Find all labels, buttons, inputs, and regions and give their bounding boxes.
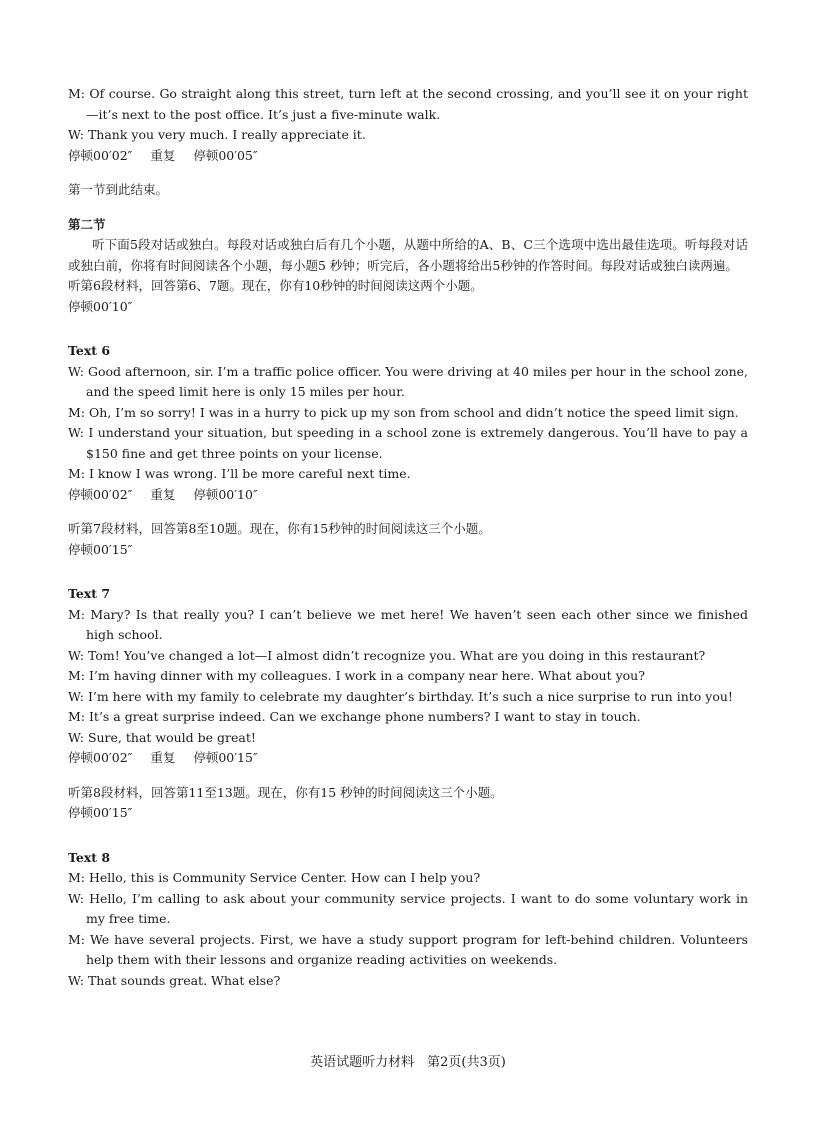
repeat-label: 重复 <box>150 750 176 765</box>
pause-time: 停顿00′02″ <box>68 147 133 163</box>
dialogue-line: W: Good afternoon, sir. I’m a traffic police officer. You were driving at 40 miles per hour in the school zone, and the speed limit here is only 15 miles per hour. <box>68 363 748 399</box>
pause-instruction <box>68 485 748 506</box>
pause-time: 停顿00′02″ <box>68 750 133 765</box>
document-page <box>68 84 748 991</box>
dialogue-line: M: Hello, this is Community Service Center. How can I help you? <box>68 870 481 885</box>
dialogue-line: W: Thank you very much. I really appreciate it. <box>68 127 366 142</box>
dialogue-line: W: Sure, that would be great! <box>68 729 256 745</box>
dialogue-line: M: I know I was wrong. I’ll be more careful next time. <box>68 466 411 481</box>
dialogue-line: M: We have several projects. First, we have a study support program for left-behind children. Volunteers help them with their lessons and organize reading activities on weekends. <box>68 931 748 967</box>
pause-time: 停顿00′10″ <box>193 486 258 502</box>
repeat-label: 重复 <box>150 486 176 502</box>
section-instructions: 听下面5段对话或独白。每段对话或独白后有几个小题，从题中所给的A、B、C三个选项中选出最佳选项。听每段对话或独白前，你将有时间阅读各个小题，每小题5 秒钟；听完后，各小题将给出5秒钟的作答时间。每段对话或独白读两遍。 <box>68 237 748 273</box>
pause-time: 停顿00′05″ <box>193 147 258 163</box>
dialogue-line: W: Hello, I’m calling to ask about your community service projects. I want to do some voluntary work in my free time. <box>68 890 748 926</box>
pause-instruction: 停顿00′15″ <box>68 541 133 557</box>
dialogue-line: M: Mary? Is that really you? I can’t believe we met here! We haven’t seen each other since we finished high school. <box>68 606 748 642</box>
section-title: 第二节 <box>68 216 106 232</box>
pause-time: 停顿00′15″ <box>193 750 258 765</box>
dialogue-line: W: I’m here with my family to celebrate my daughter’s birthday. It’s such a nice surprise to run into you! <box>68 688 733 704</box>
pause-instruction <box>68 146 748 167</box>
material-prompt: 听第6段材料，回答第6、7题。现在，你有10秒钟的时间阅读这两个小题。 <box>68 278 483 293</box>
dialogue-line: W: Tom! You’ve changed a lot—I almost didn’t recognize you. What are you doing in this restaurant? <box>68 647 706 663</box>
pause-instruction: 停顿00′15″ <box>68 805 133 820</box>
dialogue-line: W: I understand your situation, but speeding in a school zone is extremely dangerous. You’ll have to pay a $150 fine and get three points on your license. <box>68 425 748 461</box>
material-prompt: 听第8段材料，回答第11至13题。现在，你有15 秒钟的时间阅读这三个小题。 <box>68 784 503 800</box>
page-footer: 英语试题听力材料 第2页(共3页) <box>310 1055 506 1070</box>
dialogue-line: M: I’m having dinner with my colleagues. I work in a company near here. What about you? <box>68 668 645 683</box>
pause-instruction: 停顿00′10″ <box>68 298 133 314</box>
dialogue-line: W: That sounds great. What else? <box>68 972 281 988</box>
material-prompt: 听第7段材料，回答第8至10题。现在，你有15秒钟的时间阅读这三个小题。 <box>68 521 491 536</box>
dialogue-line: M: Of course. Go straight along this street, turn left at the second crossing, and you’ll see it on your right—it’s next to the post office. It’s just a five-minute walk. <box>68 86 748 122</box>
dialogue-line: M: It’s a great surprise indeed. Can we exchange phone numbers? I want to stay in touch. <box>68 709 641 724</box>
pause-instruction <box>68 748 748 769</box>
text-title: Text 6 <box>68 343 111 358</box>
section-end-note: 第一节到此结束。 <box>68 182 169 197</box>
text-title: Text 7 <box>68 586 111 601</box>
text-title: Text 8 <box>68 849 111 865</box>
repeat-label: 重复 <box>150 147 176 163</box>
dialogue-line: M: Oh, I’m so sorry! I was in a hurry to pick up my son from school and didn’t notice the speed limit sign. <box>68 404 739 420</box>
pause-time: 停顿00′02″ <box>68 486 133 502</box>
